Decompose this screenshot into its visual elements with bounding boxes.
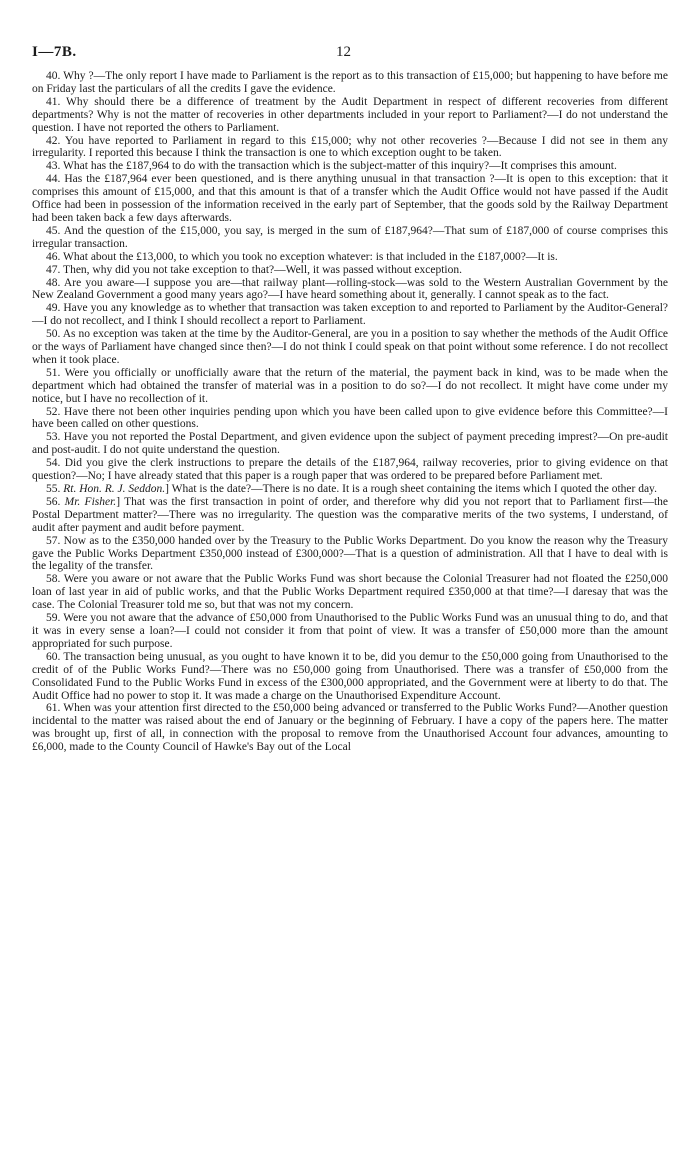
document-page <box>32 44 668 754</box>
document-reference: I—7B. <box>32 44 77 60</box>
page-number: 12 <box>336 44 351 60</box>
evidence-paragraph <box>32 702 668 754</box>
evidence-paragraph <box>32 135 668 161</box>
evidence-paragraph <box>32 277 668 303</box>
paragraph-text: 59. Were you not aware that the advance of £50,000 from Unauthorised to the Public Works Fund was an unusual thing to do, and that it was in every sense a loan?—I could not consider it from that point of view. It was a transfer of £50,000 more than the amount appropriated for such purpose. <box>32 612 668 650</box>
paragraph-text: 45. And the question of the £15,000, you say, is merged in the sum of £187,964?—That sum of £187,000 of course comprises this irregular transaction. <box>32 224 668 250</box>
page-header <box>32 44 668 70</box>
evidence-paragraph <box>32 457 668 483</box>
paragraph-text: ] That was the first transaction in point of order, and therefore why did you not report that to Parliament first—the Postal Department matter?—There was no irregularity. The question was the comparative merits of the two systems, I understand, of audit after payment and audit before payment. <box>32 495 668 534</box>
evidence-paragraph <box>32 367 668 406</box>
paragraph-text: 54. Did you give the clerk instructions to prepare the details of the £187,964, railway recoveries, prior to giving evidence on that question?—No; I have already stated that this paper is a rough paper that was ordered to be prepared before Parliament met. <box>32 457 668 483</box>
paragraph-text: 58. Were you aware or not aware that the Public Works Fund was short because the Colonial Treasurer had not floated the £250,000 loan of last year in aid of public works, and that the Public Works Department required £350,000 at that time?—I daresay that was the case. The Colonial Treasurer told me so, but that was not my concern. <box>32 573 668 612</box>
evidence-paragraph <box>32 328 668 367</box>
paragraph-text: 47. Then, why did you not take exception to that?—Well, it was passed without exception. <box>46 263 462 276</box>
evidence-paragraph <box>32 535 668 574</box>
paragraph-text: 61. When was your attention first directed to the £50,000 being advanced or transferred to the Public Works Fund?—Another question incidental to the matter was raised about the end of January or the beginning of February. I have a copy of the papers here. The matter was brought up, first of all, in connection with the proposal to remove from the Unauthorised Account four advances, amounting to £6,000, made to the County Council of Hawke's Bay out of the Local <box>32 702 668 754</box>
paragraph-text: 40. Why ?—The only report I have made to Parliament is the report as to this transaction of £15,000; but happening to have before me on Friday last the particulars of all the credits I gave the evidence. <box>32 70 668 95</box>
evidence-paragraph <box>32 573 668 612</box>
paragraph-text: 53. Have you not reported the Postal Department, and given evidence upon the subject of payment preceding imprest?—On pre-audit and post-audit. I do not quite understand the question. <box>32 431 668 457</box>
paragraph-text: 44. Has the £187,964 ever been questioned, and is there anything unusual in that transaction ?—It is open to this exception: that it comprises this amount of £15,000, and that this amount is that of a transfer which the Audit Office would not have passed if the Audit Office had been in possession of the information received in the early part of September, that the goods sold by the Railway Department had been taken back a few days afterwards. <box>32 173 668 224</box>
evidence-paragraph <box>32 160 668 173</box>
paragraph-text: 43. What has the £187,964 to do with the transaction which is the subject-matter of this inquiry?—It comprises this amount. <box>46 160 617 173</box>
evidence-paragraph <box>32 483 668 496</box>
paragraph-text: ] What is the date?—There is no date. It is a rough sheet containing the items which I quoted the other day. <box>165 483 657 495</box>
evidence-paragraph <box>32 406 668 432</box>
evidence-paragraph <box>32 70 668 96</box>
evidence-paragraph <box>32 251 668 264</box>
speaker-name: Rt. Hon. R. J. Seddon. <box>63 483 166 495</box>
paragraph-text: 49. Have you any knowledge as to whether that transaction was taken exception to and reported to Parliament by the Auditor-General?—I do not recollect, and I think I should recollect a report to Parliament. <box>32 302 668 328</box>
paragraph-text: 56. <box>46 495 65 508</box>
evidence-body <box>32 70 668 754</box>
evidence-paragraph <box>32 264 668 277</box>
evidence-paragraph <box>32 612 668 651</box>
paragraph-text: 42. You have reported to Parliament in regard to this £15,000; why not other recoveries ?—Because I did not see in them any irregularity. I reported this because I think the transaction is one to which exception ought to be taken. <box>32 134 668 160</box>
evidence-paragraph <box>32 173 668 225</box>
paragraph-text: 52. Have there not been other inquiries pending upon which you have been called upon to give evidence before this Committee?—I have been called on other questions. <box>32 405 668 431</box>
paragraph-text: 48. Are you aware—I suppose you are—that railway plant—rolling-stock—was sold to the Western Australian Government by the New Zealand Government a good many years ago?—I have heard something about it, generally. I cannot speak as to the fact. <box>32 276 668 302</box>
paragraph-text: 50. As no exception was taken at the time by the Auditor-General, are you in a position to say whether the methods of the Audit Office or the ways of Parliament have changed since then?—I do not think I could speak on that point without some reference. I do not recollect when it took place. <box>32 328 668 366</box>
speaker-name: Mr. Fisher. <box>64 495 117 508</box>
evidence-paragraph <box>32 651 668 703</box>
paragraph-text: 57. Now as to the £350,000 handed over by the Treasury to the Public Works Department. Do you know the reason why the Treasury gave the Public Works Department £350,000 instead of £300,000?—That is a question of administration. All that I have to deal with is the legality of the transfer. <box>32 534 668 573</box>
paragraph-text: 46. What about the £13,000, to which you took no exception whatever: is that included in the £187,000?—It is. <box>46 250 558 263</box>
evidence-paragraph <box>32 431 668 457</box>
evidence-paragraph <box>32 225 668 251</box>
paragraph-text: 41. Why should there be a difference of treatment by the Audit Department in respect of different recoveries from different departments? Why is not the matter of recoveries in other departments included in your report to Parliament?—I do not understand the question. I have not reported the others to Parliament. <box>32 95 668 134</box>
paragraph-text: 51. Were you officially or unofficially aware that the return of the material, the payment back in kind, was to be made when the department which had obtained the transfer of material was in a position to do so?—I do not recollect. It might have come under my notice, but I have no recollection of it. <box>32 366 668 405</box>
evidence-paragraph <box>32 302 668 328</box>
paragraph-text: 60. The transaction being unusual, as you ought to have known it to be, did you demur to the £50,000 going from Unauthorised to the credit of of the Public Works Fund?—There was no £50,000 going from Unauthorised. There was a transfer of £50,000 from the Consolidated Fund to the Public Works Fund in excess of the £300,000 appropriated, and the Government were at liberty to do that. The Audit Office had no power to stop it. It was made a charge on the Unauthorised Expenditure Account. <box>32 650 668 702</box>
evidence-paragraph <box>32 496 668 535</box>
paragraph-text: 55. <box>46 483 64 495</box>
evidence-paragraph <box>32 96 668 135</box>
